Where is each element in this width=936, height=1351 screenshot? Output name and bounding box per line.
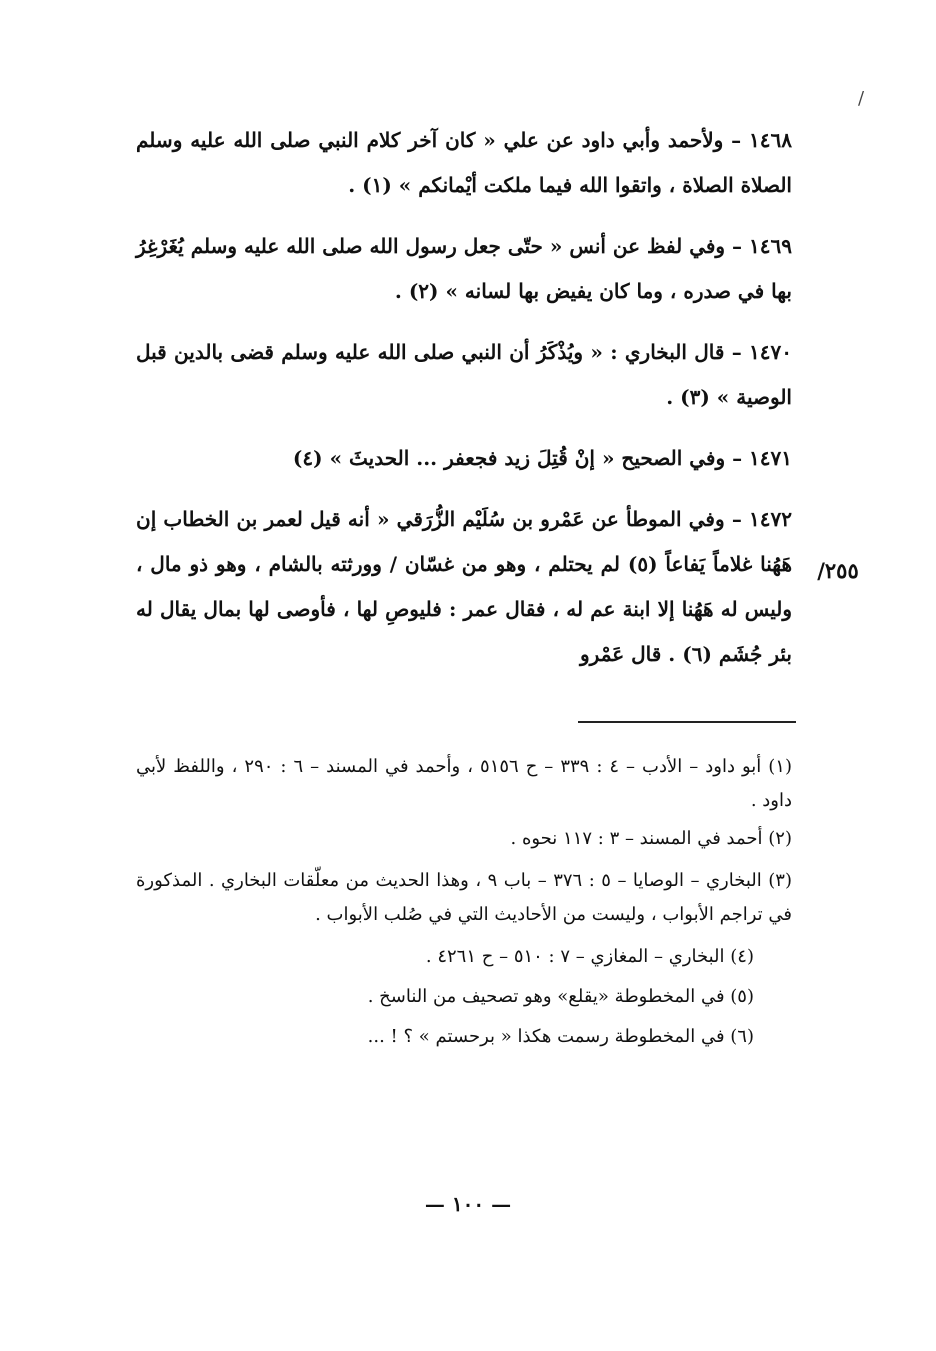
footnotes bbox=[136, 750, 792, 1060]
page-number: — ١٠٠ — bbox=[424, 1192, 512, 1216]
footnote-2: (٢) أحمد في المسند – ٣ : ١١٧ نحوه . bbox=[510, 828, 792, 849]
footnote-divider bbox=[578, 721, 796, 723]
hadith-1471: ١٤٧١ – وفي الصحيح « إنْ قُتِلَ زيد فجعفر ... الحديثَ » (٤) bbox=[292, 446, 792, 470]
hadith-1468: ١٤٦٨ – ولأحمد وأبي داود عن علي « كان آخر كلام النبي صلى الله عليه وسلم الصلاة الصلاة ، واتقوا الله فيما ملكت أيْمانكم » (١) . bbox=[136, 128, 792, 197]
footnote-5: (٥) في المخطوطة «يقلع» وهو تصحيف من الناسخ . bbox=[367, 986, 754, 1007]
manuscript-page-marker: ٢٥٥/ bbox=[817, 558, 859, 583]
footnote-4: (٤) البخاري – المغازي – ٧ : ٥١٠ – ح ٤٢٦١ . bbox=[425, 946, 754, 967]
footnote-3: (٣) البخاري – الوصايا – ٥ : ٣٧٦ – باب ٩ ، وهذا الحديث من معلّقات البخاري . المذكورة في تراجم الأبواب ، وليست من الأحاديث التي في صُلب الأبواب . bbox=[136, 870, 792, 925]
hadith-1472: ١٤٧٢ – وفي الموطأ عن عَمْرو بن سُلَيْم الزُّرَقي « أنه قيل لعمر بن الخطاب إن هَهُنا غلاماً يَفاعاً (٥) لم يحتلم ، وهو من غسّان / وورثته بالشام ، وهو ذو مال ، وليس له هَهُنا إلا ابنة عم له ، فقال عمر : فليوصِ لها ، فأوصى لها بمال يقال له بئر جُشَم (٦) . قال عَمْرو bbox=[136, 507, 793, 666]
corner-mark: / bbox=[858, 88, 865, 109]
hadith-1469: ١٤٦٩ – وفي لفظ عن أنس « حتّى جعل رسول الله صلى الله عليه وسلم يُغَرْغِرُ بها في صدره ، وما كان يفيض بها لسانه » (٢) . bbox=[136, 234, 792, 303]
footnote-6: (٦) في المخطوطة رسمت هكذا « برحستم » ؟ ! ... bbox=[367, 1026, 754, 1047]
main-text bbox=[136, 118, 792, 677]
hadith-1470: ١٤٧٠ – قال البخاري : « ويُذْكَرُ أن النبي صلى الله عليه وسلم قضى بالدين قبل الوصية » (٣) . bbox=[136, 340, 792, 409]
footnote-1: (١) أبو داود – الأدب – ٤ : ٣٣٩ – ح ٥١٥٦ ، وأحمد في المسند – ٦ : ٢٩٠ ، واللفظ لأبي داود . bbox=[136, 756, 792, 811]
